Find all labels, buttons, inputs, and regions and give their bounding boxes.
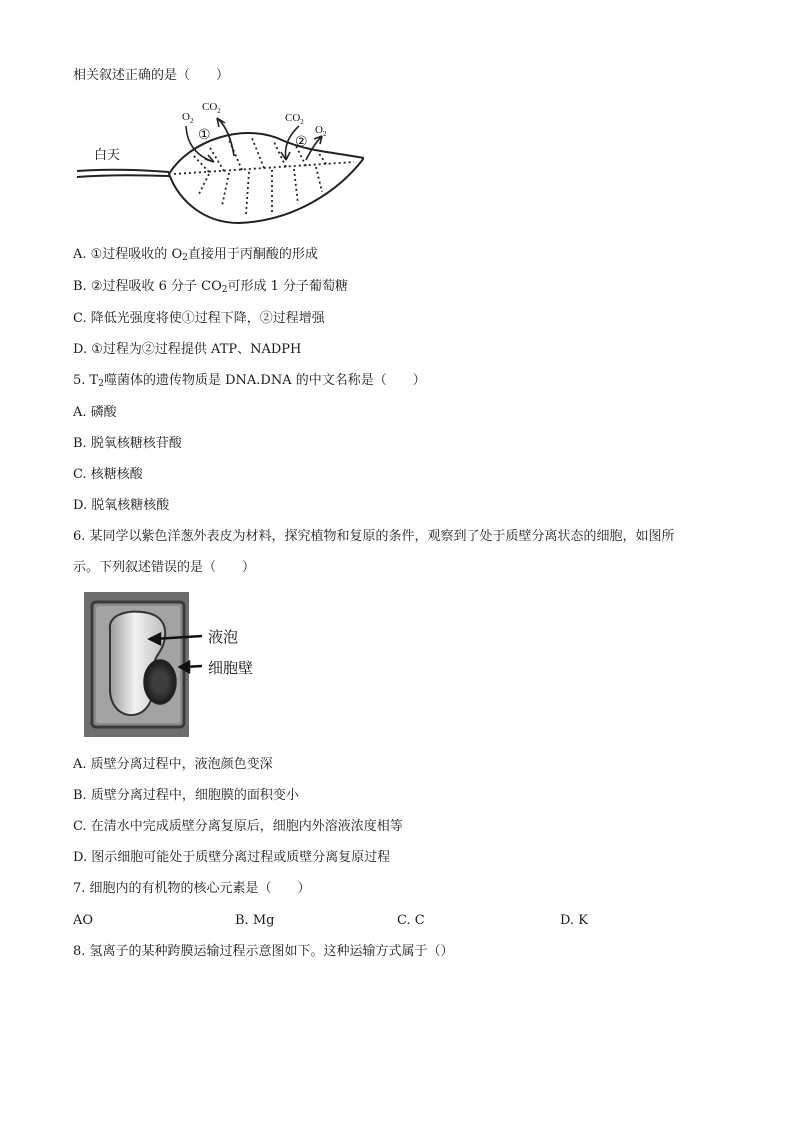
q4-option-c: C. 降低光强度将使①过程下降，②过程增强	[73, 311, 325, 326]
q5-option-d: D. 脱氧核糖核酸	[73, 498, 170, 513]
q7-stem: 7. 细胞内的有机物的核心元素是（ ）	[73, 881, 311, 896]
q7-option-b: B. Mg	[235, 913, 275, 928]
q7-option-a: AO	[73, 913, 94, 928]
q6-stem-line2: 示。下列叙述错误的是（ ）	[73, 560, 256, 575]
q7-option-c: C. C	[397, 913, 425, 928]
nucleolus-shape	[153, 671, 167, 693]
q6-option-c: C. 在清水中完成质壁分离复原后，细胞内外溶液浓度相等	[73, 819, 403, 834]
q4-option-a: A. ①过程吸收的 $O_2$直接用于丙酮酸的形成	[73, 247, 318, 263]
q5-option-c: C. 核糖核酸	[73, 467, 143, 482]
q5-stem: 5. $T_2$噬菌体的遗传物质是 DNA.DNA 的中文名称是（ ）	[73, 373, 426, 389]
process-1-label: ①	[198, 127, 211, 143]
o2-label-1: $O_2$	[182, 111, 194, 125]
q4-option-b: B. ②过程吸收 6 分子 $CO_2$可形成 1 分子葡萄糖	[73, 279, 349, 295]
process-2-label: ②	[295, 134, 308, 150]
q7-option-d: D. K	[560, 913, 588, 928]
leaf-veins	[174, 138, 354, 214]
q5-option-b: B. 脱氧核糖核苷酸	[73, 436, 182, 451]
q5-option-a: A. 磷酸	[73, 405, 117, 420]
leaf-outline	[77, 133, 364, 223]
q6-option-b: B. 质壁分离过程中，细胞膜的面积变小	[73, 788, 299, 803]
q6-option-d: D. 图示细胞可能处于质壁分离过程或质壁分离复原过程	[73, 850, 391, 865]
co2-label-1: $CO_2$	[202, 101, 221, 115]
daytime-label: 白天	[94, 148, 121, 163]
q8-stem: 8. 氢离子的某种跨膜运输过程示意图如下。这种运输方式属于（）	[73, 944, 454, 959]
vacuole-label: 液泡	[208, 628, 239, 646]
q4-stem: 相关叙述正确的是（ ）	[73, 68, 230, 83]
co2-label-2: $CO_2$	[285, 112, 304, 126]
q4-option-d: D. ①过程为②过程提供 ATP、NADPH	[73, 342, 302, 357]
leaf-figure	[74, 96, 364, 231]
cell-wall-label: 细胞壁	[208, 659, 254, 677]
cell-figure	[84, 592, 299, 737]
q6-stem-line1: 6. 某同学以紫色洋葱外表皮为材料，探究植物和复原的条件，观察到了处于质壁分离状态的细胞，如图所	[73, 529, 675, 544]
o2-label-2: $O_2$	[315, 124, 327, 138]
q6-option-a: A. 质壁分离过程中，液泡颜色变深	[73, 757, 273, 772]
